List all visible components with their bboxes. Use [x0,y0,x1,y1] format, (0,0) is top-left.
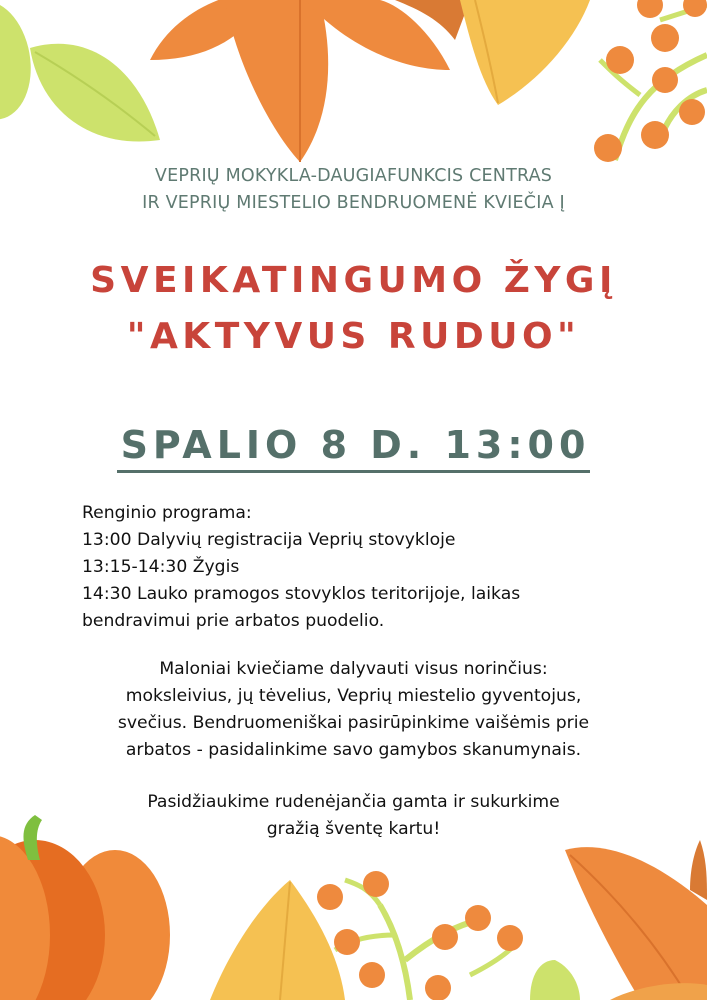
invitation-line: svečius. Bendruomeniškai pasirūpinkime vaišėmis prie [117,713,590,733]
event-date-text: SPALIO 8 D. 13:00 [117,420,591,473]
organizer-text [0,163,707,217]
invitation-line: Maloniai kviečiame dalyvauti visus norinčius: [159,659,548,679]
top-left-green-leaves-icon [0,0,160,142]
program-section [82,500,642,635]
program-item: 14:30 Lauko pramogos stovyklos teritorijoje, laikas [82,584,521,604]
organizer-line-1: VEPRIŲ MOKYKLA-DAUGIAFUNKCIS CENTRAS [154,166,553,186]
closing-line: Pasidžiaukime rudenėjančia gamta ir sukurkime [147,792,560,812]
closing-text [0,789,707,843]
program-item: 13:15-14:30 Žygis [82,557,240,577]
top-right-yellow-leaf-icon [460,0,590,105]
event-title-line-2: "AKTYVUS RUDUO" [126,316,581,357]
program-item: 13:00 Dalyvių registracija Veprių stovykloje [82,530,456,550]
event-title-line-1: SVEIKATINGUMO ŽYGĮ [90,260,617,301]
organizer-line-2: IR VEPRIŲ MIESTELIO BENDRUOMENĖ KVIEČIA Į [142,193,565,213]
closing-line: gražią šventę kartu! [266,819,441,839]
event-title [0,253,707,365]
bottom-berries-icon [317,871,523,1000]
bottom-right-leaves-icon [530,840,707,1000]
invitation-text [0,656,707,764]
program-item: bendravimui prie arbatos puodelio. [82,611,385,631]
top-orange-leaves-icon [150,0,470,162]
invitation-line: arbatos - pasidalinkime savo gamybos skanumynais. [125,740,582,760]
top-right-berries-icon [594,0,707,162]
event-date [0,420,707,473]
invitation-line: moksleivius, jų tėvelius, Veprių miestelio gyventojus, [125,686,582,706]
program-heading: Renginio programa: [82,503,252,523]
